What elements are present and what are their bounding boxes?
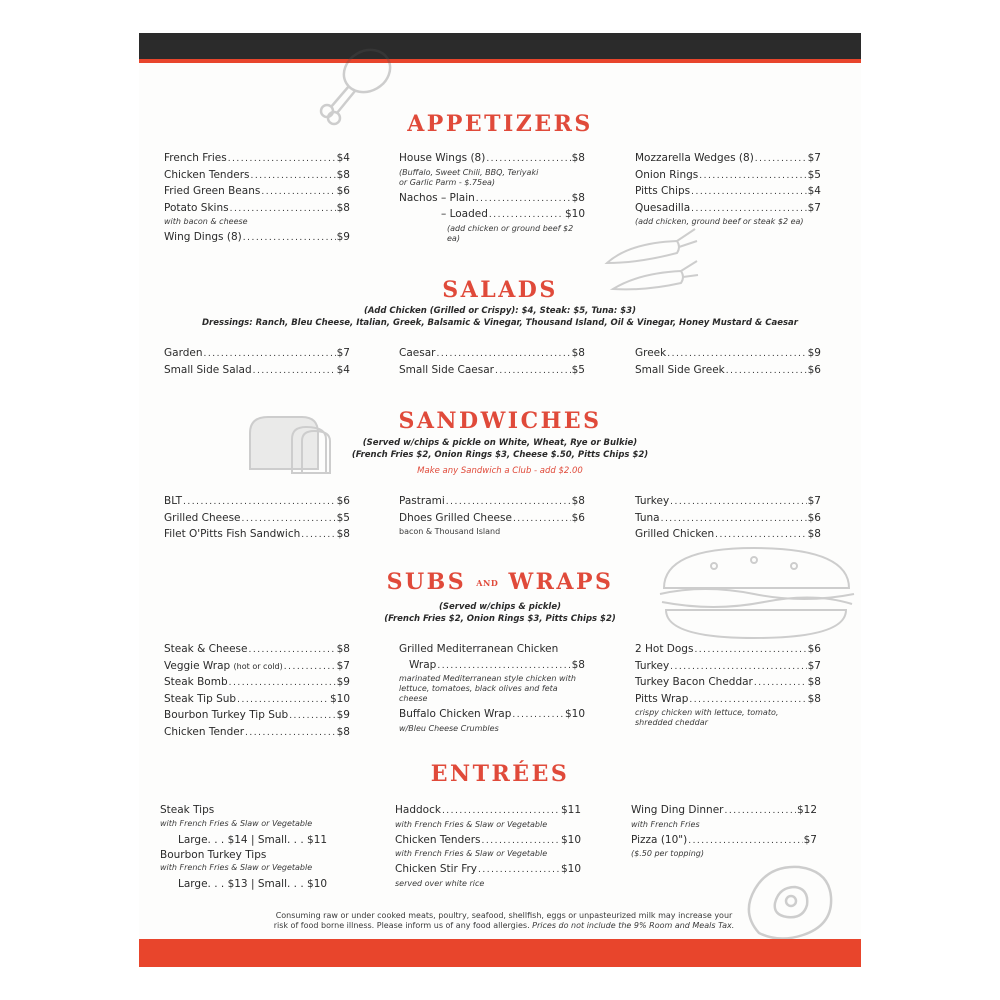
sandwiches-col-3 <box>635 494 821 544</box>
menu-item: Pitts Chips ..... $4 <box>635 184 821 201</box>
entrees-col-2 <box>395 803 581 892</box>
menu-item: Pastrami ..... $8 <box>399 494 585 511</box>
item-sizes: Large. . . $14 | Small. . . $11 <box>178 833 328 846</box>
menu-item: Garden ..... $7 <box>164 346 350 363</box>
menu-item: Steak Bomb ..... $9 <box>164 675 350 692</box>
menu-item: Potato Skins ..... $8 <box>164 201 350 218</box>
menu-item: Wing Dings (8) ..... $9 <box>164 230 350 247</box>
steak-icon <box>739 853 839 943</box>
and-heading-word: AND <box>476 578 499 588</box>
menu-item: Wrap ..... $8 <box>399 658 585 675</box>
menu-item: Chicken Tenders ..... $8 <box>164 168 350 185</box>
menu-item: Small Side Salad ..... $4 <box>164 363 350 380</box>
salads-add-note: (Add Chicken (Grilled or Crispy): $4, Steak: $5, Tuna: $3) <box>364 306 636 316</box>
menu-item: Onion Rings ..... $5 <box>635 168 821 185</box>
appetizers-heading: APPETIZERS <box>407 111 593 137</box>
menu-item-name-line: Grilled Mediterranean Chicken <box>399 643 559 655</box>
sandwiches-col-2 <box>399 494 585 540</box>
subs-served-note: (Served w/chips & pickle) <box>438 602 561 612</box>
appetizers-col-3 <box>635 151 821 230</box>
item-description: w/Bleu Cheese Crumbles <box>399 723 499 733</box>
menu-item: Grilled Chicken ..... $8 <box>635 527 821 544</box>
menu-item: – Loaded ..... $10 <box>399 207 585 224</box>
subs-col-1 <box>164 642 350 741</box>
item-description: with French Fries & Slaw or Vegetable <box>395 849 548 858</box>
appetizers-col-1 <box>164 151 350 247</box>
top-bar <box>139 33 861 59</box>
item-description: ($.50 per topping) <box>631 849 704 858</box>
menu-item: Haddock ..... $11 <box>395 803 581 820</box>
menu-item: Mozzarella Wedges (8) ..... $7 <box>635 151 821 168</box>
sandwiches-served-note: (Served w/chips & pickle on White, Wheat, Rye or Bulkie) <box>362 438 638 448</box>
salads-col-2 <box>399 346 585 379</box>
menu-item: Nachos – Plain ..... $8 <box>399 191 585 208</box>
menu-item: French Fries ..... $4 <box>164 151 350 168</box>
item-description: served over white rice <box>395 878 485 888</box>
item-description: with French Fries & Slaw or Vegetable <box>160 818 313 828</box>
menu-item-name: Steak Tips <box>160 804 215 816</box>
item-description: bacon & Thousand Island <box>399 527 501 536</box>
menu-item: Steak & Cheese ..... $8 <box>164 642 350 659</box>
disclaimer-line-1: Consuming raw or under cooked meats, poultry, seafood, shellfish, eggs or unpasteurized milk may increase your <box>275 911 733 920</box>
item-description: shredded cheddar <box>635 718 708 727</box>
item-description: with bacon & cheese <box>164 217 248 226</box>
item-description: marinated Mediterranean style chicken with <box>399 674 576 683</box>
menu-page <box>139 33 861 967</box>
menu-item: Veggie Wrap (hot or cold) ..... $7 <box>164 659 350 676</box>
salads-heading: SALADS <box>442 277 558 303</box>
menu-item: Pitts Wrap ..... $8 <box>635 692 821 709</box>
item-description: with French Fries & Slaw or Vegetable <box>160 863 313 872</box>
entrees-col-1 <box>160 803 360 892</box>
salads-dressings-note: Dressings: Ranch, Bleu Cheese, Italian, Greek, Balsamic & Vinegar, Thousand Island, Oil & Vinegar, Honey Mustard & Caesar <box>202 318 798 328</box>
entrees-heading: ENTRÉES <box>430 761 570 787</box>
menu-item: Grilled Cheese ..... $5 <box>164 511 350 528</box>
menu-item: Dhoes Grilled Cheese ..... $6 <box>399 511 585 528</box>
menu-item: BLT ..... $6 <box>164 494 350 511</box>
top-bar-accent <box>139 59 861 63</box>
item-description: (add chicken, ground beef or steak $2 ea) <box>635 217 804 226</box>
menu-item: Turkey ..... $7 <box>635 494 821 511</box>
menu-item: 2 Hot Dogs ..... $6 <box>635 642 821 659</box>
subs-col-2 <box>399 642 585 737</box>
item-description: (Buffalo, Sweet Chili, BBQ, Teriyaki <box>399 167 539 177</box>
menu-item: Wing Ding Dinner ..... $12 <box>631 803 817 820</box>
salads-col-3 <box>635 346 821 379</box>
disclaimer <box>269 911 739 931</box>
item-description: (add chicken or ground beef $2 ea) <box>447 223 574 243</box>
entrees-col-3 <box>631 803 817 862</box>
sandwiches-club-note: Make any Sandwich a Club - add $2.00 <box>417 466 583 476</box>
appetizers-col-2 <box>399 151 585 247</box>
subs-col-3 <box>635 642 821 731</box>
item-description: with French Fries & Slaw or Vegetable <box>395 819 548 829</box>
menu-item: Quesadilla ..... $7 <box>635 201 821 218</box>
menu-item: Steak Tip Sub ..... $10 <box>164 692 350 709</box>
menu-item: Caesar ..... $8 <box>399 346 585 363</box>
menu-item: Greek ..... $9 <box>635 346 821 363</box>
item-description: or Garlic Parm - $.75ea) <box>399 177 496 187</box>
subs-heading-word: SUBS <box>386 569 467 595</box>
item-description: lettuce, tomatoes, black olives and feta cheese <box>399 684 558 703</box>
menu-item: Small Side Caesar ..... $5 <box>399 363 585 380</box>
disclaimer-line-2: risk of food borne illness. Please inform us of any food allergies. Prices do not include the 9% Room and Meals Tax. <box>273 921 735 930</box>
menu-item: Filet O'Pitts Fish Sandwich ..... $8 <box>164 527 350 544</box>
menu-item: Turkey Bacon Cheddar ..... $8 <box>635 675 821 692</box>
menu-item: Small Side Greek ..... $6 <box>635 363 821 380</box>
subs-wraps-heading <box>139 569 861 595</box>
menu-item: Chicken Tender ..... $8 <box>164 725 350 742</box>
menu-item: Chicken Stir Fry ..... $10 <box>395 862 581 879</box>
sandwiches-sides-note: (French Fries $2, Onion Rings $3, Cheese $.50, Pitts Chips $2) <box>351 450 649 460</box>
item-description: with French Fries <box>631 819 700 829</box>
menu-item: Chicken Tenders ..... $10 <box>395 833 581 850</box>
menu-item: Bourbon Turkey Tip Sub ..... $9 <box>164 708 350 725</box>
menu-item: House Wings (8) ..... $8 <box>399 151 585 168</box>
menu-item: Tuna ..... $6 <box>635 511 821 528</box>
salads-col-1 <box>164 346 350 379</box>
item-description: crispy chicken with lettuce, tomato, <box>635 708 779 717</box>
menu-item: Fried Green Beans ..... $6 <box>164 184 350 201</box>
subs-sides-note: (French Fries $2, Onion Rings $3, Pitts Chips $2) <box>384 614 616 624</box>
menu-item: Pizza (10") ..... $7 <box>631 833 817 850</box>
sandwiches-col-1 <box>164 494 350 544</box>
bottom-bar <box>139 939 861 967</box>
menu-item-name: Bourbon Turkey Tips <box>160 848 267 861</box>
wraps-heading-word: WRAPS <box>508 569 614 595</box>
menu-item: Turkey ..... $7 <box>635 659 821 676</box>
sandwiches-heading: SANDWICHES <box>398 408 602 434</box>
item-sizes: Large. . . $13 | Small. . . $10 <box>178 878 328 890</box>
menu-item: Buffalo Chicken Wrap ..... $10 <box>399 707 585 724</box>
